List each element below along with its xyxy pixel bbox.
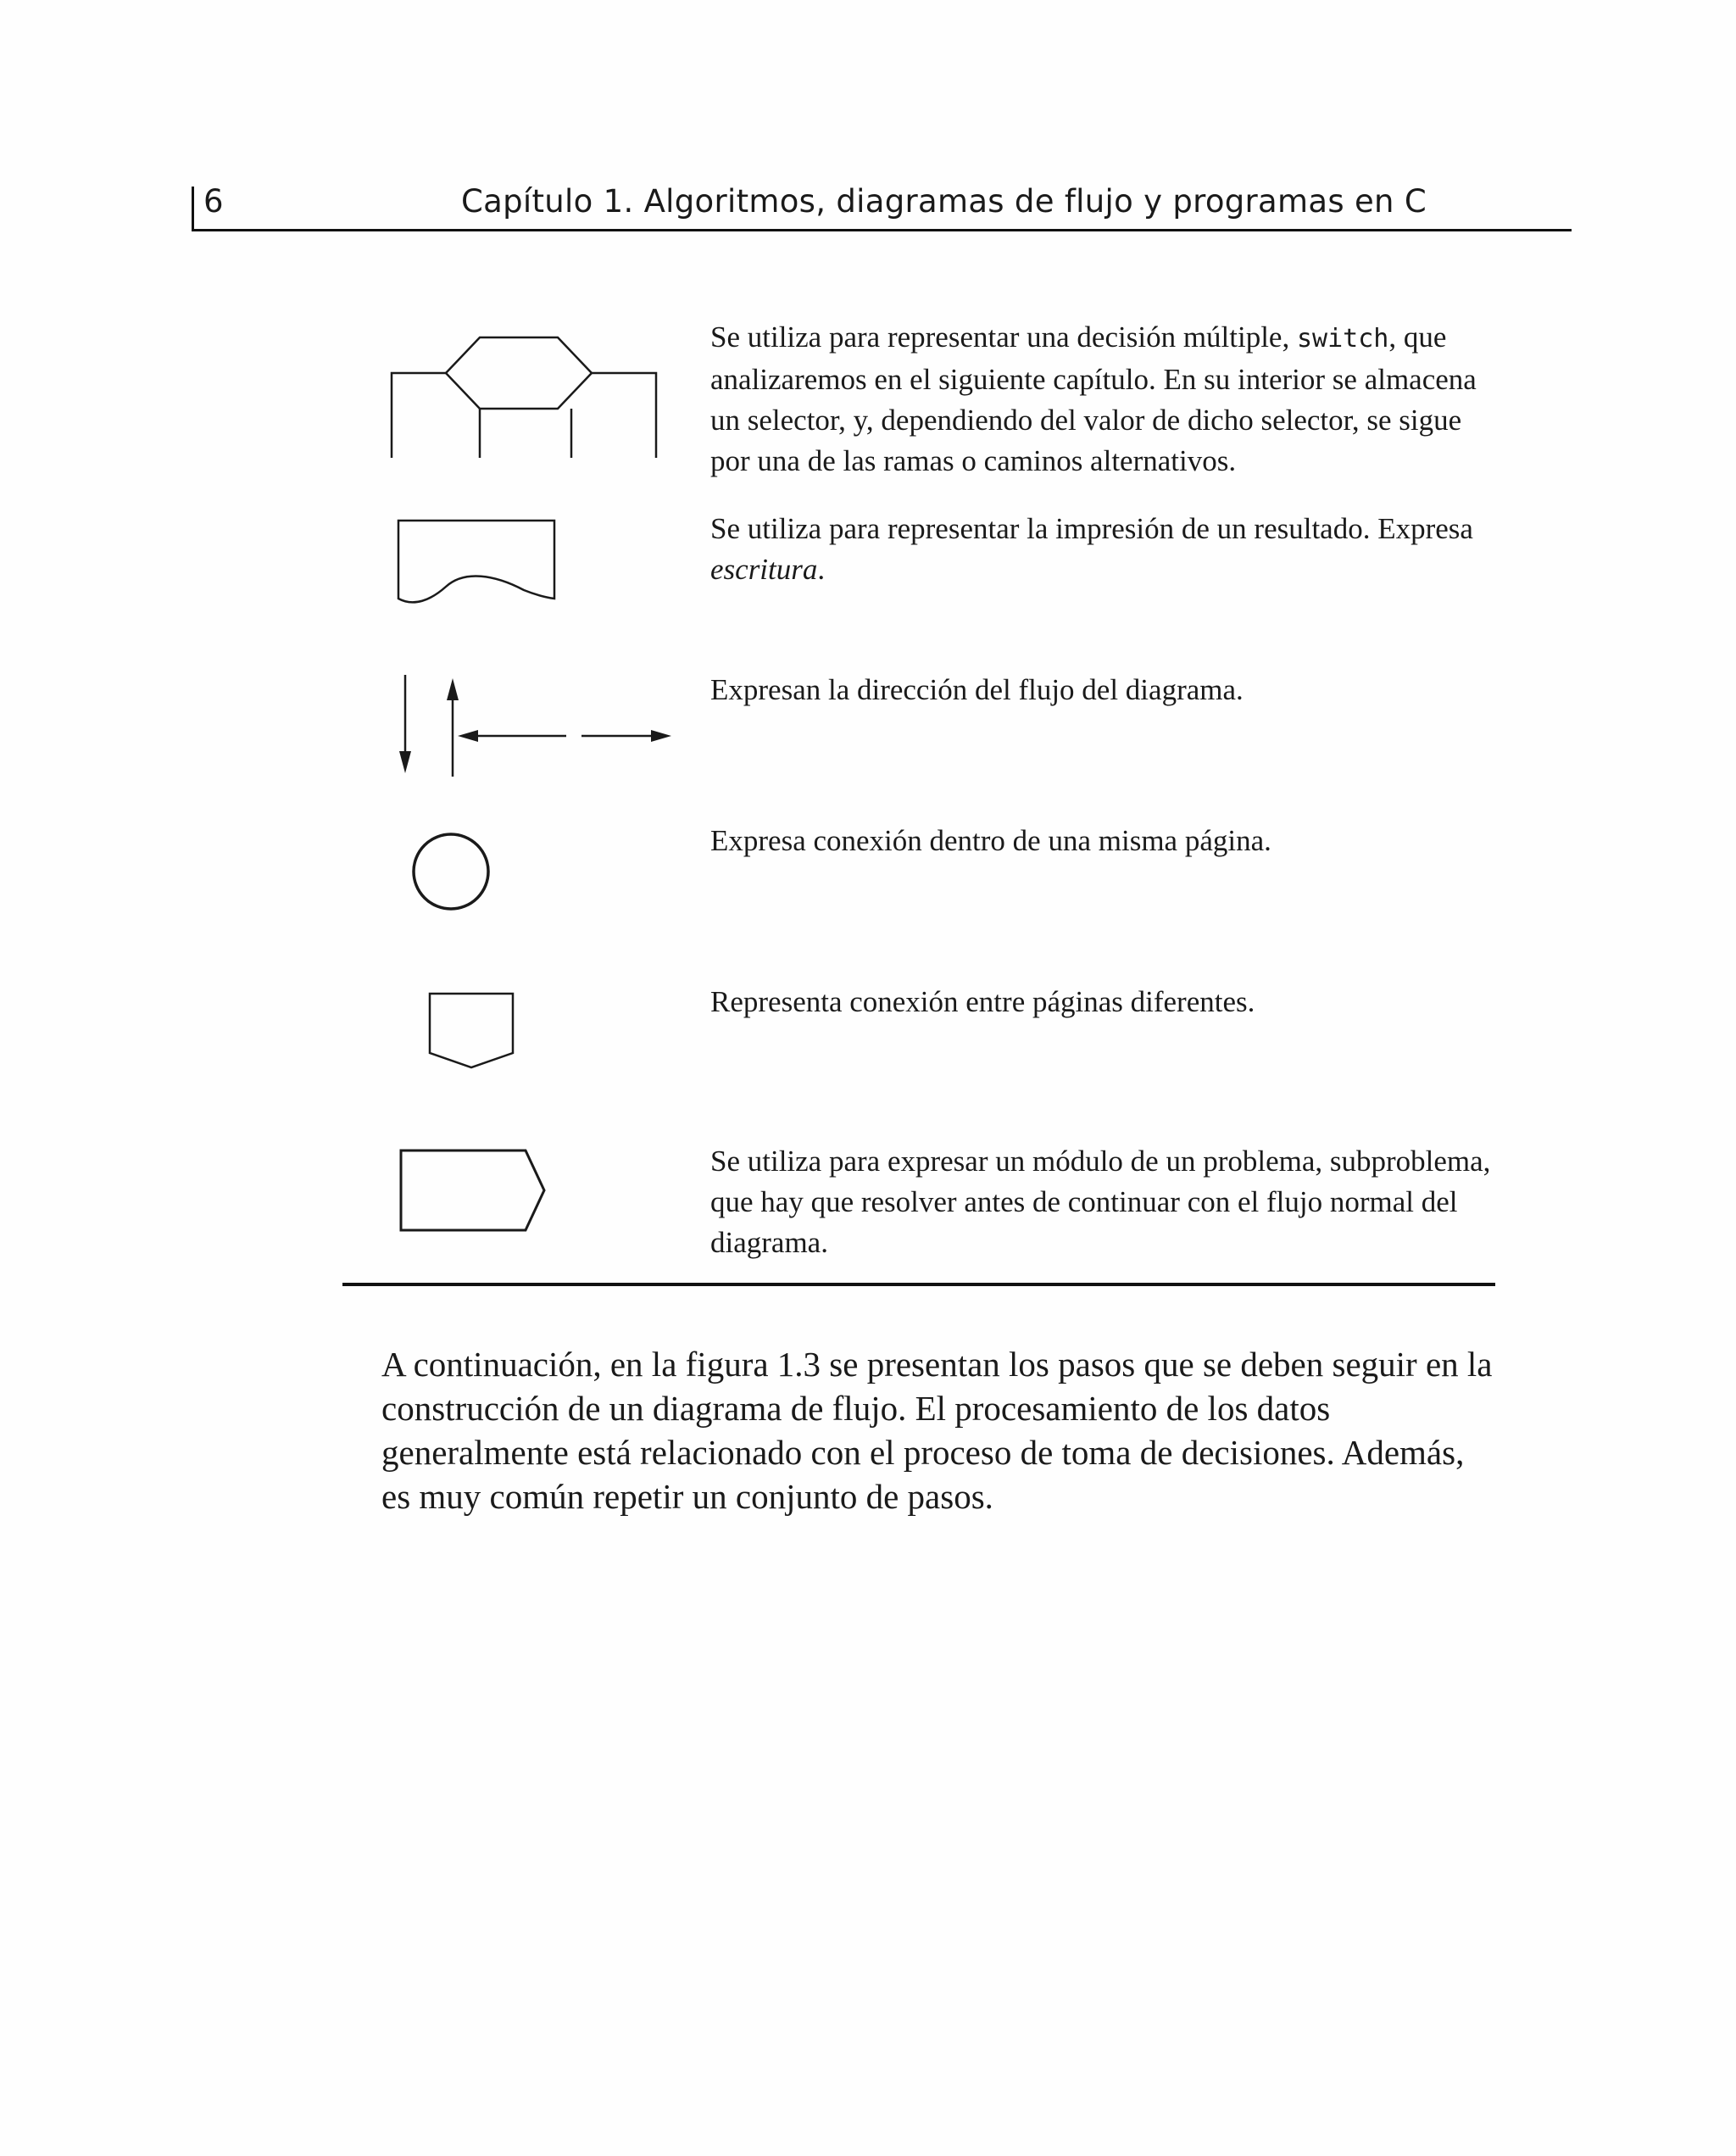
body-paragraph: A continuación, en la figura 1.3 se presentan los pasos que se deben seguir en la construcción de un diagrama de flujo. El procesamiento de los datos generalmente está relacionado con el proceso de toma de decisiones. Además, es muy común repetir un conjunto de pasos. <box>381 1345 1493 1516</box>
running-title: Capítulo 1. Algoritmos, diagramas de flujo y programas en C <box>461 183 1427 220</box>
module-symbol-description: Se utiliza para expresar un módulo de un problema, subproblema, que hay que resolver antes de continuar con el flujo normal del diagrama. <box>710 1145 1491 1259</box>
same-page-connector-description: Expresa conexión dentro de una misma página. <box>710 824 1271 857</box>
emphasis-escritura: escritura <box>710 553 818 586</box>
module-subproblem-icon <box>398 1148 548 1233</box>
header-corner-mark <box>192 187 194 231</box>
arrows-description: Expresan la dirección del flujo del diagrama. <box>710 673 1244 706</box>
switch-keyword: switch <box>1296 324 1389 354</box>
same-page-connector-icon <box>410 831 492 912</box>
switch-symbol-description: Se utiliza para representar una decisión múltiple, switch, que analizaremos en el siguiente capítulo. En su interior se almacena un selector, y, dependiendo del valor de dicho selector, se sigue por una de las ramas o caminos alternativos. <box>710 320 1477 477</box>
page-number: 6 <box>203 183 225 220</box>
off-page-connector-description: Representa conexión entre páginas diferentes. <box>710 985 1255 1018</box>
flow-direction-arrows-icon <box>390 671 678 782</box>
table-bottom-rule <box>342 1283 1495 1286</box>
print-document-icon <box>397 519 558 609</box>
page-header <box>192 175 1572 231</box>
multiple-decision-switch-icon <box>388 334 659 461</box>
print-symbol-description: Se utiliza para representar la impresión de un resultado. Expresa escritura. <box>710 512 1473 586</box>
off-page-connector-icon <box>428 992 516 1070</box>
